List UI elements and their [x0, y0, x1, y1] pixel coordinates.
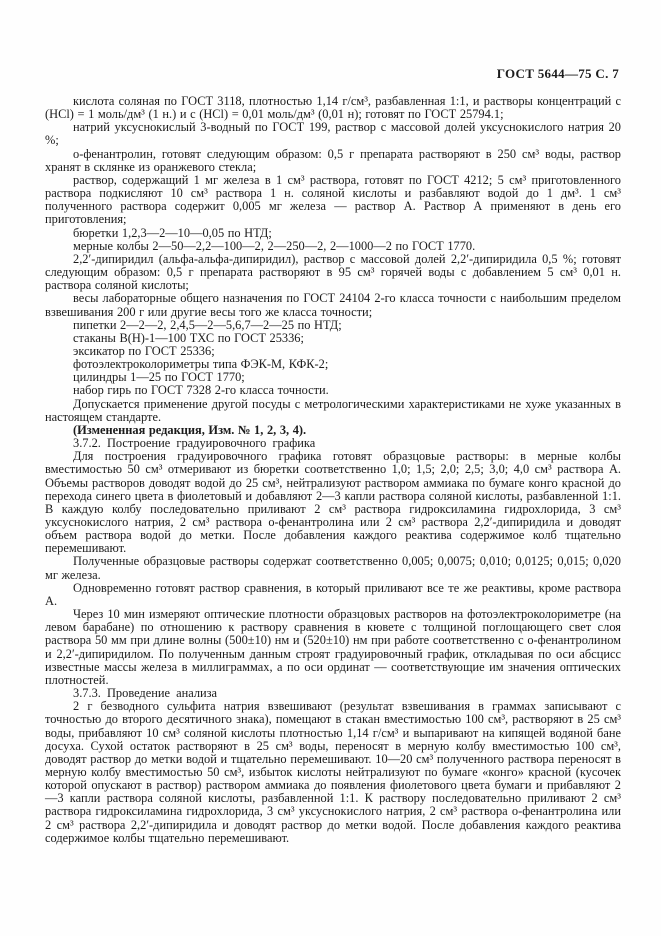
- paragraph: кислота соляная по ГОСТ 3118, плотностью 1,14 г/см³, разбавленная 1:1, и растворы концентраций с (HCl) = 1 моль/дм³ (1 н.) и с (HCl) = 0,01 моль/дм³ (0,01 н); готовят по ГОСТ 25794.1;: [45, 94, 621, 122]
- paragraph: раствор, содержащий 1 мг железа в 1 см³ раствора, готовят по ГОСТ 4212; 5 см³ приготовленного раствора подкисляют 10 см³ раствора 1 н. соляной кислоты и разбавляют водой до 1 дм³. 1 см³ полученного раствора содержит 0,005 мг железа — раствор А. Раствор А применяют в день его приготовления;: [45, 172, 621, 227]
- paragraph: бюретки 1,2,3—2—10—0,05 по НТД;: [73, 225, 272, 240]
- paragraph: Через 10 мин измеряют оптические плотности образцовых растворов на фотоэлектроколориметре (на левом барабане) по отношению к раствору сравнения в кювете с толщиной поглощающего свет слоя раствора 50 мм при длине волны (500±10) нм и (520±10) нм при работе соответственно с о-фенантролином и 2,2′-дипиридилом. По полученным данным строят градуировочный график, откладывая по оси абсцисс известные массы железа в миллиграммах, а по оси ординат — соответствующие им значения оптических плотностей.: [45, 607, 621, 687]
- paragraph: пипетки 2—2—2, 2,4,5—2—5,6,7—2—25 по НТД;: [73, 317, 342, 332]
- paragraph: эксикатор по ГОСТ 25336;: [73, 343, 215, 358]
- paragraph: о-фенантролин, готовят следующим образом: 0,5 г препарата растворяют в 250 см³ воды, раствор хранят в склянке из оранжевого стекла;: [45, 146, 621, 174]
- page-header-standard-number: ГОСТ 5644—75 С. 7: [496, 66, 619, 81]
- paragraph: фотоэлектроколориметры типа ФЭК-М, КФК-2;: [73, 357, 329, 372]
- paragraph: Одновременно готовят раствор сравнения, в который приливают все те же реактивы, кроме раствора А.: [45, 580, 621, 608]
- document-body: [45, 95, 621, 845]
- paragraph: набор гирь по ГОСТ 7328 2-го класса точности.: [73, 383, 329, 398]
- paragraph: мерные колбы 2—50—2,2—100—2, 2—250—2, 2—1000—2 по ГОСТ 1770.: [73, 238, 476, 253]
- paragraph: натрий уксуснокислый 3-водный по ГОСТ 199, раствор с массовой долей уксуснокислого натрия 20 %;: [45, 120, 621, 148]
- paragraph: стаканы В(Н)-1—100 ТХС по ГОСТ 25336;: [73, 330, 304, 345]
- paragraph: 2 г безводного сульфита натрия взвешивают (результат взвешивания в граммах записывают с точностью до второго десятичного знака), помещают в стакан вместимостью 100 см³, растворяют в 25 см³ воды, прибавляют 10 см³ соляной кислоты плотностью 1,14 г/см³ и выпаривают на кипящей водяной бане досуха. Сухой остаток растворяют в 25 см³ воды, переносят в мерную колбу вместимостью 100 см³, доводят раствор до метки водой и тщательно перемешивают. 10—20 см³ полученного раствора переносят в мерную колбу вместимостью 50 см³, избыток кислоты нейтрализуют по бумаге «конго» красной (кусочек которой опускают в раствор) раствором аммиака до появления фиолетового цвета бумаги и прибавляют 2—3 капли раствора соляной кислоты, разбавленной 1:1. К раствору последовательно приливают 2 см³ раствора гидроксиламина гидрохлорида, 3 см³ уксуснокислого натрия, 2 см³ раствора о-фенантролина или 2 см³ раствора 2,2′-дипиридила и доводят раствор до метки водой. После добавления каждого реактива содержимое колбы тщательно перемешивают.: [45, 699, 621, 845]
- paragraph: цилиндры 1—25 по ГОСТ 1770;: [73, 370, 245, 385]
- section-heading: 3.7.3. Проведение анализа: [73, 686, 218, 701]
- paragraph: весы лабораторные общего назначения по ГОСТ 24104 2-го класса точности с наибольшим пределом взвешивания 200 г или другие весы того же класса точности;: [45, 291, 621, 319]
- paragraph: 2,2′-дипиридил (альфа-альфа-дипиридил), раствор с массовой долей 2,2′-дипиридила 0,5 %; готовят следующим образом: 0,5 г препарата растворяют в 95 см³ горячей воды с добавлением 5 см³ 0,01 н. раствора соляной кислоты;: [45, 251, 621, 293]
- paragraph: Для построения градуировочного графика готовят образцовые растворы: в мерные колбы вместимостью 50 см³ отмеривают из бюретки соответственно 1,0; 1,5; 2,0; 2,5; 3,0; 4,0 см³ раствора А. Объемы растворов доводят водой до 25 см³, нейтрализуют раствором аммиака по бумаге конго красной до перехода синего цвета в фиолетовый и добавляют 2—3 капли раствора соляной кислоты, разбавленной 1:1. В каждую колбу последовательно приливают 2 см³ раствора гидроксиламина гидрохлорида, 3 см³ уксуснокислого натрия, 2 см³ раствора о-фенантролина или 2 см³ раствора 2,2′-дипиридила и доводят объем раствора водой до метки. После добавления каждого реактива содержимое колб тщательно перемешивают.: [45, 449, 621, 556]
- paragraph: Допускается применение другой посуды с метрологическими характеристиками не хуже указанных в настоящем стандарте.: [45, 396, 621, 424]
- paragraph: Полученные образцовые растворы содержат соответственно 0,005; 0,0075; 0,010; 0,0125; 0,015; 0,020 мг железа.: [45, 554, 621, 582]
- amendment-note: (Измененная редакция, Изм. № 1, 2, 3, 4).: [73, 422, 307, 437]
- section-heading: 3.7.2. Построение градуировочного графика: [73, 436, 316, 451]
